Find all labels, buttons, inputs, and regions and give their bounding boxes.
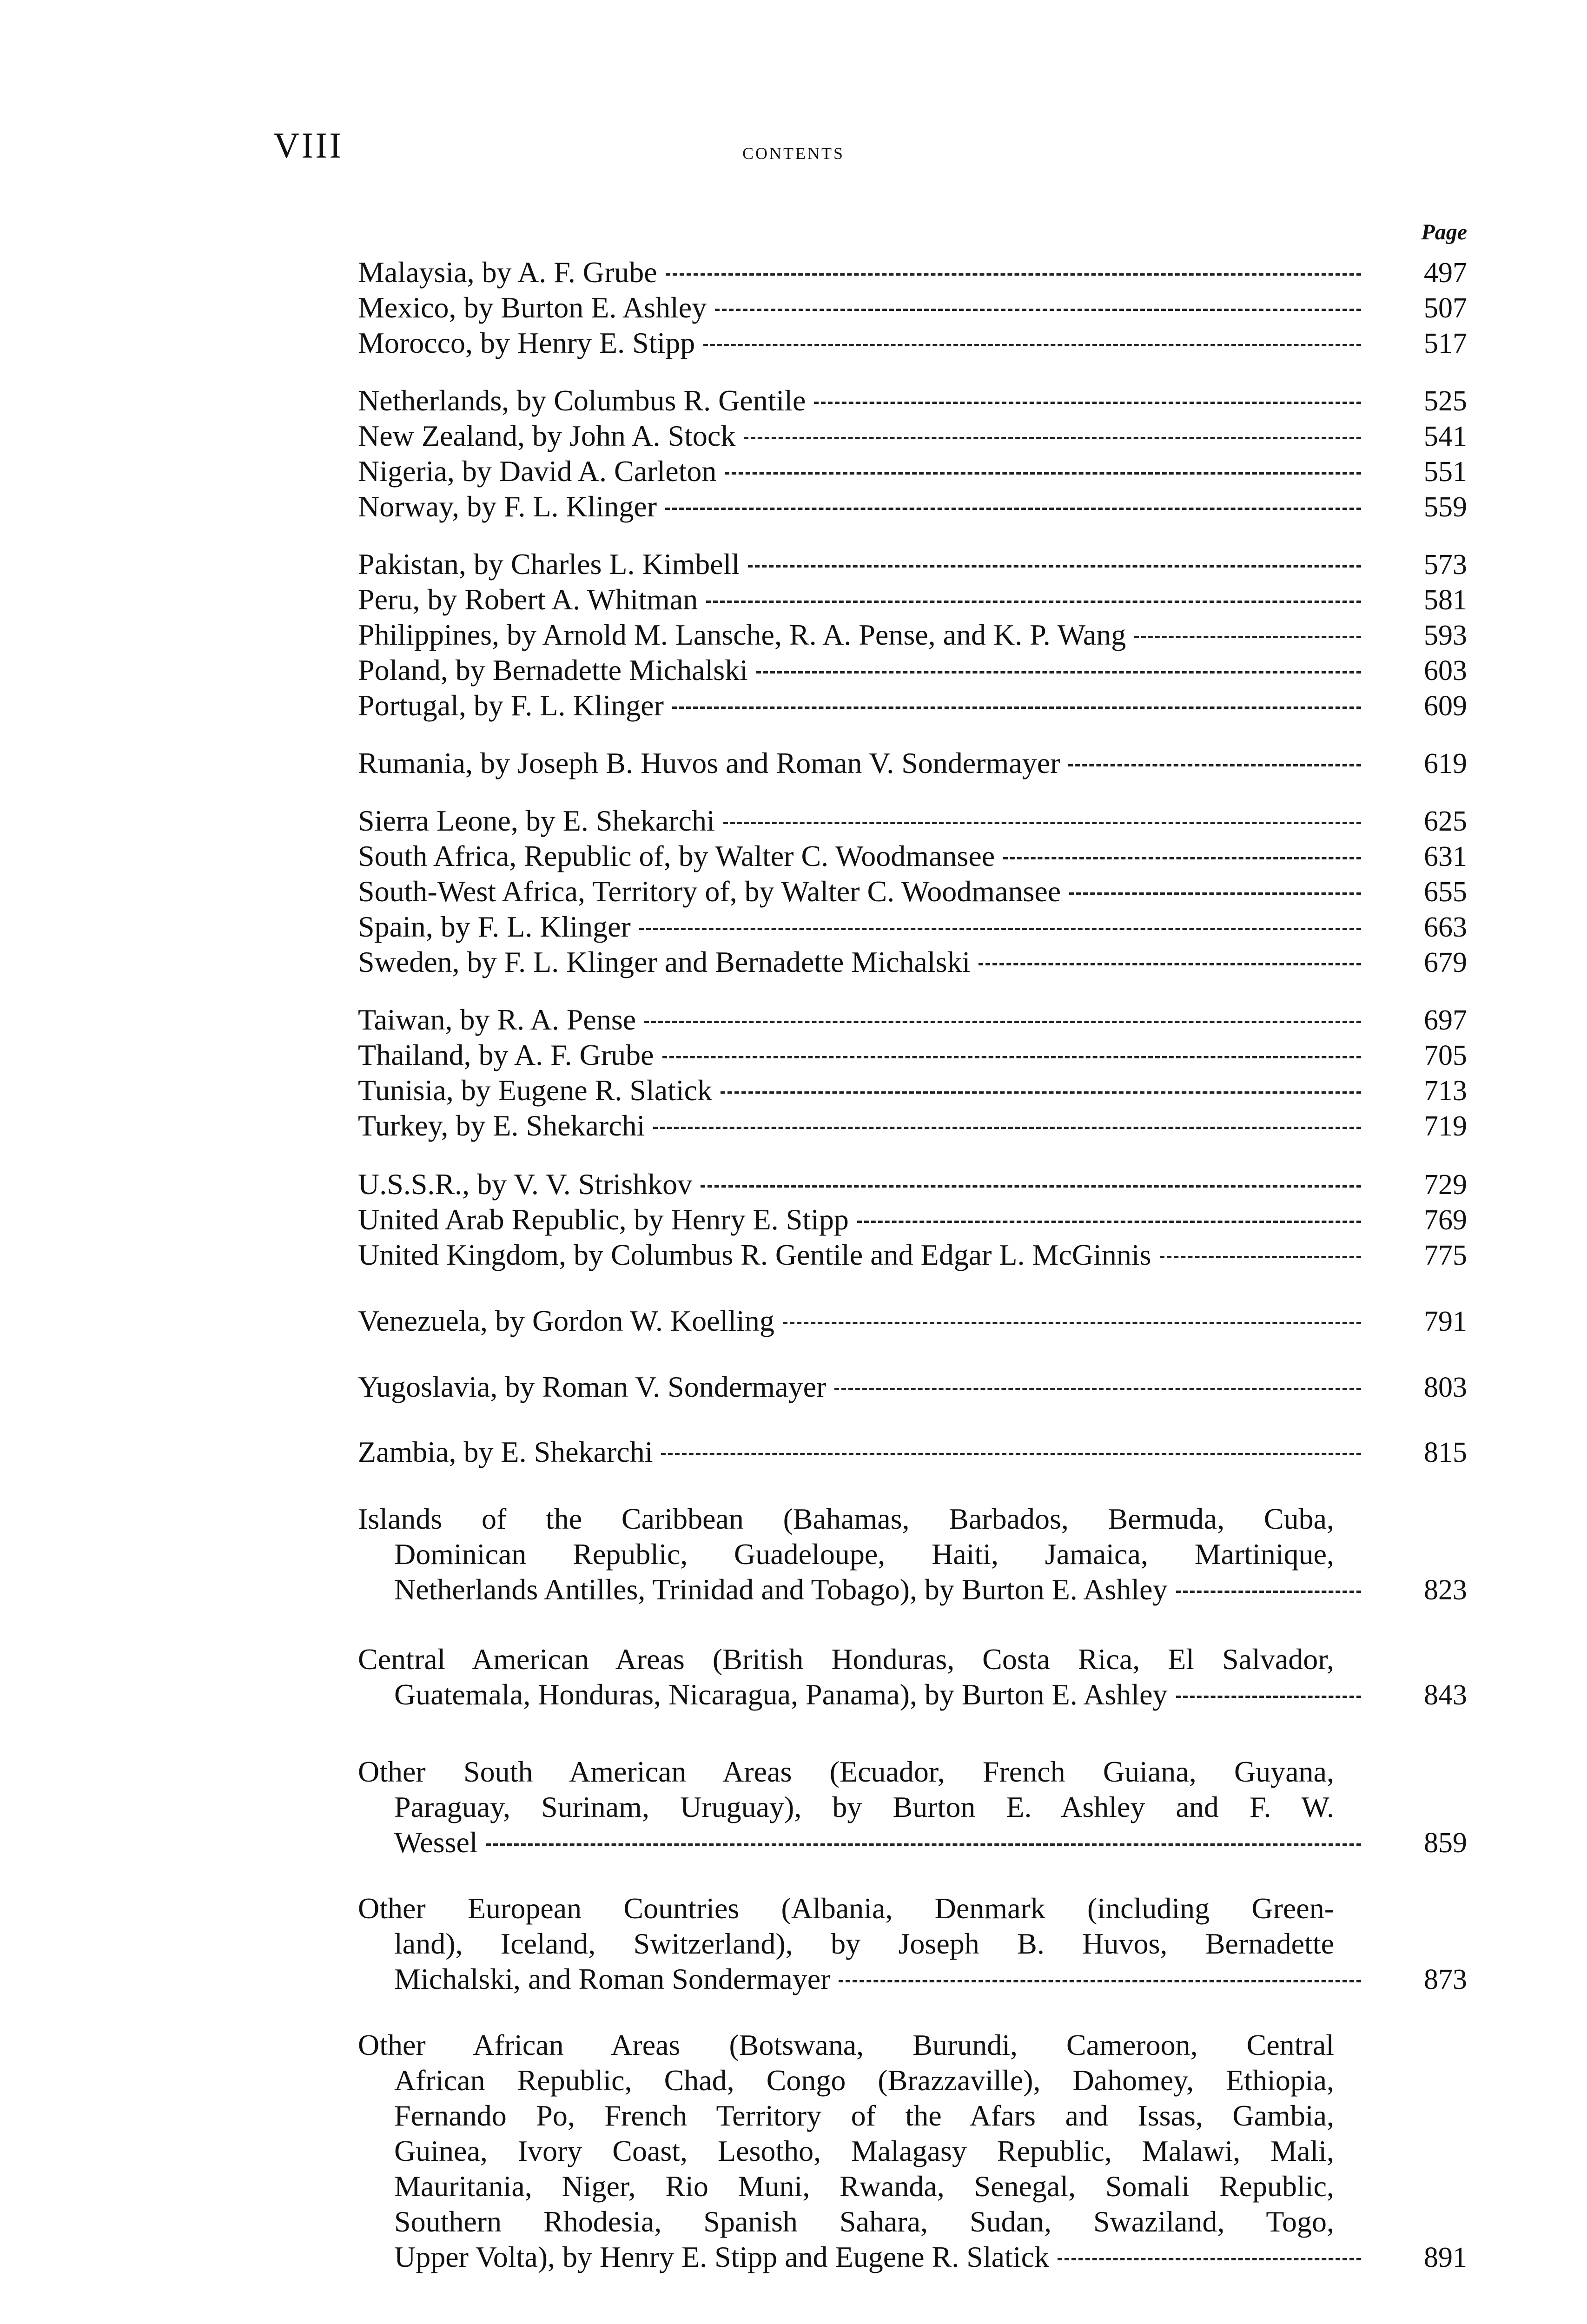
- entry-page-number: 551: [1424, 456, 1467, 488]
- toc-entry: [358, 746, 1467, 781]
- entry-page-number: 631: [1424, 841, 1467, 872]
- toc-entry: [358, 617, 1467, 653]
- toc-entry: [358, 803, 1467, 838]
- toc-entry: [358, 874, 1467, 909]
- toc-entry: [358, 383, 1467, 418]
- toc-entry: [358, 909, 1467, 944]
- dot-leader: [725, 469, 1361, 475]
- dot-leader: [748, 562, 1361, 568]
- dot-leader: [701, 1182, 1361, 1188]
- toc-entry: [358, 582, 1467, 617]
- entry-text: Islands of the Caribbean (Bahamas, Barbados, Bermuda, Cuba,: [358, 1502, 1334, 1535]
- entry-text: Rumania, by Joseph B. Huvos and Roman V. Sondermayer: [358, 746, 1060, 779]
- entry-text: Thailand, by A. F. Grube: [358, 1038, 654, 1071]
- toc-entry: [358, 255, 1467, 290]
- dot-leader: [672, 704, 1361, 709]
- entry-page-number: 713: [1424, 1075, 1467, 1107]
- toc-entry: [358, 838, 1467, 874]
- entry-page-number: 729: [1424, 1169, 1467, 1201]
- entry-text: Mexico, by Burton E. Ashley: [358, 291, 707, 324]
- entry-text: Netherlands, by Columbus R. Gentile: [358, 384, 806, 417]
- toc-entry: [358, 1434, 1467, 1470]
- dot-leader: [653, 1124, 1361, 1129]
- entry-text: South Africa, Republic of, by Walter C. Woodmansee: [358, 839, 995, 872]
- entry-page-number: 603: [1424, 655, 1467, 687]
- entry-text: New Zealand, by John A. Stock: [358, 419, 736, 452]
- entry-text: Other African Areas (Botswana, Burundi, Cameroon, Central: [358, 2028, 1334, 2061]
- entry-page-number: 609: [1424, 690, 1467, 722]
- entry-text: land), Iceland, Switzerland), by Joseph B. Huvos, Bernadette: [394, 1927, 1334, 1960]
- entry-text: Yugoslavia, by Roman V. Sondermayer: [358, 1370, 827, 1403]
- dot-leader: [1068, 761, 1361, 766]
- entry-text: Philippines, by Arnold M. Lansche, R. A. Pense, and K. P. Wang: [358, 618, 1126, 651]
- entry-text: Norway, by F. L. Klinger: [358, 490, 657, 523]
- entry-text: Malaysia, by A. F. Grube: [358, 256, 657, 289]
- toc-entry: [358, 1073, 1467, 1108]
- entry-page-number: 541: [1424, 421, 1467, 452]
- entry-page-number: 769: [1424, 1204, 1467, 1236]
- entry-text: Portugal, by F. L. Klinger: [358, 689, 664, 722]
- entry-page-number: 593: [1424, 620, 1467, 651]
- entry-page-number: 891: [1424, 2242, 1467, 2273]
- entry-page-number: 573: [1424, 549, 1467, 581]
- entry-text: Spain, by F. L. Klinger: [358, 910, 631, 943]
- page-column-label: Page: [1421, 220, 1467, 244]
- dot-leader: [756, 668, 1361, 673]
- entry-text: Upper Volta), by Henry E. Stipp and Eugene R. Slatick: [394, 2240, 1049, 2273]
- toc-entry: [358, 1369, 1467, 1405]
- entry-text: Sweden, by F. L. Klinger and Bernadette Michalski: [358, 945, 971, 978]
- entry-text: Other European Countries (Albania, Denmark (including Green-: [358, 1892, 1334, 1925]
- entry-page-number: 619: [1424, 748, 1467, 779]
- entry-page-number: 507: [1424, 292, 1467, 324]
- toc-entry: [358, 1108, 1467, 1143]
- entry-text: Poland, by Bernadette Michalski: [358, 654, 748, 687]
- running-head: contents: [742, 138, 845, 165]
- dot-leader: [662, 1053, 1361, 1058]
- entry-text: Mauritania, Niger, Rio Muni, Rwanda, Senegal, Somali Republic,: [394, 2170, 1334, 2203]
- dot-leader: [723, 819, 1361, 824]
- toc-entry: [358, 1642, 1467, 1712]
- dot-leader: [661, 1450, 1361, 1455]
- toc-entry: [358, 1303, 1467, 1339]
- entry-text: Zambia, by E. Shekarchi: [358, 1435, 653, 1468]
- entry-text: Peru, by Robert A. Whitman: [358, 583, 698, 616]
- entry-text: United Kingdom, by Columbus R. Gentile and Edgar L. McGinnis: [358, 1238, 1151, 1271]
- entry-page-number: 663: [1424, 911, 1467, 943]
- toc-entry: [358, 2027, 1467, 2275]
- dot-leader: [715, 306, 1361, 311]
- entry-text: U.S.S.R., by V. V. Strishkov: [358, 1168, 693, 1201]
- entry-page-number: 719: [1424, 1110, 1467, 1142]
- dot-leader: [1176, 1588, 1361, 1593]
- toc-entry: [358, 290, 1467, 325]
- toc-entry: [358, 1167, 1467, 1202]
- entry-text: Guinea, Ivory Coast, Lesotho, Malagasy Republic, Malawi, Mali,: [394, 2134, 1334, 2167]
- entry-text: Fernando Po, French Territory of the Afars and Issas, Gambia,: [394, 2099, 1334, 2132]
- toc-entry: [358, 547, 1467, 582]
- entry-page-number: 815: [1424, 1437, 1467, 1468]
- dot-leader: [744, 434, 1361, 439]
- dot-leader: [486, 1841, 1361, 1846]
- entry-text: United Arab Republic, by Henry E. Stipp: [358, 1203, 849, 1236]
- entry-page-number: 525: [1424, 385, 1467, 417]
- dot-leader: [639, 925, 1361, 930]
- dot-leader: [666, 271, 1361, 276]
- entry-page-number: 843: [1424, 1679, 1467, 1711]
- toc-entry: [358, 325, 1467, 361]
- dot-leader: [979, 960, 1361, 965]
- entry-page-number: 655: [1424, 876, 1467, 908]
- toc-entry: [358, 1002, 1467, 1037]
- entry-text: Taiwan, by R. A. Pense: [358, 1003, 636, 1036]
- entry-text: Paraguay, Surinam, Uruguay), by Burton E. Ashley and F. W.: [394, 1790, 1334, 1823]
- entry-page-number: 625: [1424, 805, 1467, 837]
- dot-leader: [1134, 633, 1361, 638]
- entry-text: South-West Africa, Territory of, by Walter C. Woodmansee: [358, 875, 1061, 908]
- entry-page-number: 517: [1424, 328, 1467, 359]
- entry-text: Wessel: [394, 1826, 478, 1859]
- entry-text: Guatemala, Honduras, Nicaragua, Panama), by Burton E. Ashley: [394, 1678, 1168, 1711]
- toc-entry: [358, 653, 1467, 688]
- entry-page-number: 791: [1424, 1306, 1467, 1337]
- dot-leader: [1003, 854, 1361, 859]
- dot-leader: [703, 341, 1361, 346]
- toc-entry: [358, 688, 1467, 723]
- toc-entry: [358, 944, 1467, 980]
- entry-text: Central American Areas (British Honduras, Costa Rica, El Salvador,: [358, 1643, 1334, 1676]
- entry-page-number: 697: [1424, 1004, 1467, 1036]
- entry-text: Other South American Areas (Ecuador, French Guiana, Guyana,: [358, 1755, 1334, 1788]
- toc-entry: [358, 454, 1467, 489]
- dot-leader: [1160, 1253, 1362, 1258]
- entry-page-number: 497: [1424, 257, 1467, 289]
- dot-leader: [834, 1385, 1361, 1390]
- entry-page-number: 679: [1424, 947, 1467, 978]
- entry-text: African Republic, Chad, Congo (Brazzaville), Dahomey, Ethiopia,: [394, 2064, 1334, 2097]
- page-folio: VIII: [273, 125, 344, 165]
- dot-leader: [706, 598, 1361, 603]
- entry-text: Morocco, by Henry E. Stipp: [358, 326, 695, 359]
- dot-leader: [839, 1977, 1361, 1982]
- entry-page-number: 803: [1424, 1372, 1467, 1403]
- toc-entry: [358, 1037, 1467, 1073]
- entry-page-number: 581: [1424, 584, 1467, 616]
- entry-text: Dominican Republic, Guadeloupe, Haiti, Jamaica, Martinique,: [394, 1538, 1334, 1571]
- dot-leader: [1058, 2255, 1361, 2260]
- entry-text: Southern Rhodesia, Spanish Sahara, Sudan, Swaziland, Togo,: [394, 2205, 1334, 2238]
- toc-entry: [358, 489, 1467, 524]
- dot-leader: [1069, 890, 1361, 895]
- dot-leader: [721, 1089, 1361, 1094]
- entry-text: Netherlands Antilles, Trinidad and Tobago), by Burton E. Ashley: [394, 1573, 1168, 1606]
- dot-leader: [857, 1218, 1361, 1223]
- entry-text: Tunisia, by Eugene R. Slatick: [358, 1074, 713, 1107]
- entry-text: Turkey, by E. Shekarchi: [358, 1109, 645, 1142]
- toc-entry: [358, 1754, 1467, 1860]
- dot-leader: [1176, 1693, 1361, 1698]
- entry-text: Michalski, and Roman Sondermayer: [394, 1962, 831, 1995]
- toc-entry: [358, 1202, 1467, 1237]
- toc-entry: [358, 1237, 1467, 1273]
- entry-page-number: 775: [1424, 1240, 1467, 1271]
- entry-text: Sierra Leone, by E. Shekarchi: [358, 804, 715, 837]
- entry-page-number: 705: [1424, 1040, 1467, 1071]
- entry-text: Venezuela, by Gordon W. Koelling: [358, 1304, 774, 1337]
- entry-page-number: 823: [1424, 1574, 1467, 1606]
- entry-page-number: 859: [1424, 1827, 1467, 1859]
- dot-leader: [814, 399, 1361, 404]
- entry-page-number: 873: [1424, 1964, 1467, 1995]
- toc-entry: [358, 418, 1467, 454]
- dot-leader: [644, 1018, 1361, 1023]
- entry-text: Pakistan, by Charles L. Kimbell: [358, 548, 740, 581]
- entry-text: Nigeria, by David A. Carleton: [358, 455, 717, 488]
- toc-entry: [358, 1891, 1467, 1997]
- toc-entry: [358, 1501, 1467, 1607]
- dot-leader: [783, 1319, 1361, 1324]
- entry-page-number: 559: [1424, 491, 1467, 523]
- dot-leader: [665, 505, 1361, 510]
